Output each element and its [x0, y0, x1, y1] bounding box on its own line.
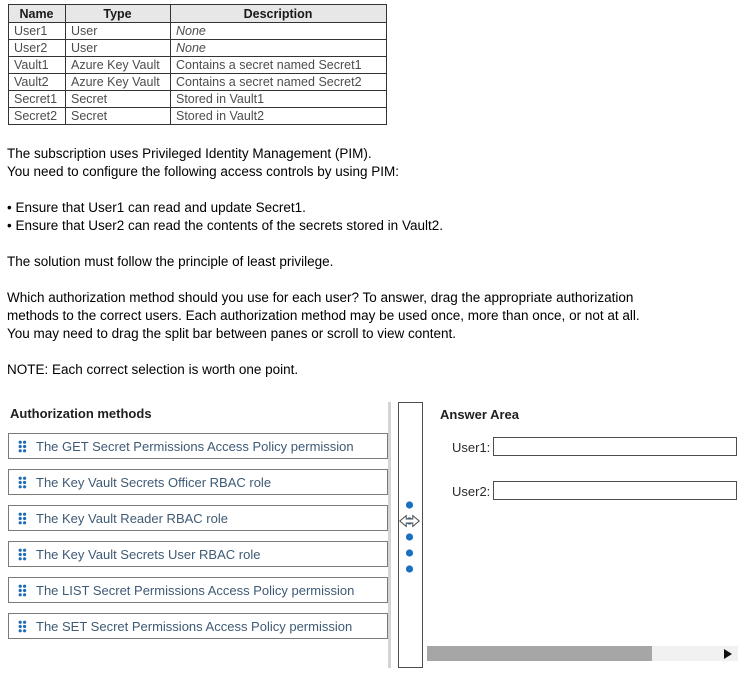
requirements-bullets: [7, 199, 443, 235]
cell-type: Secret: [66, 91, 171, 108]
auth-method-label: The Key Vault Reader RBAC role: [36, 510, 228, 526]
cell-name: Vault2: [9, 74, 66, 91]
auth-method-label: The Key Vault Secrets User RBAC role: [36, 546, 261, 562]
cell-type: Secret: [66, 108, 171, 125]
cell-name: User2: [9, 40, 66, 57]
table-header-name: Name: [9, 5, 66, 23]
answer-label-user1: User1:: [452, 440, 491, 455]
question-line-3: You may need to drag the split bar between panes or scroll to view content.: [7, 326, 457, 341]
resources-table: [8, 4, 387, 125]
left-pane-edge: [388, 402, 391, 668]
auth-method-label: The Key Vault Secrets Officer RBAC role: [36, 474, 272, 490]
cell-name: User1: [9, 23, 66, 40]
right-arrow-icon: [724, 649, 732, 659]
answer-dropzone-user2[interactable]: [493, 481, 737, 500]
table-row: [9, 91, 387, 108]
intro-line-2: You need to configure the following access controls by using PIM:: [7, 164, 399, 179]
auth-method-label: The GET Secret Permissions Access Policy permission: [36, 438, 354, 454]
answer-area-title: Answer Area: [440, 407, 519, 422]
cell-description: Contains a secret named Secret1: [171, 57, 387, 74]
least-privilege-line: The solution must follow the principle of least privilege.: [7, 254, 334, 269]
auth-method-option-3[interactable]: [8, 505, 388, 531]
question-paragraph: [7, 289, 640, 343]
table-row: [9, 57, 387, 74]
answer-dropzone-user1[interactable]: [493, 437, 737, 456]
drag-handle-icon: [18, 620, 27, 633]
cell-description: Stored in Vault2: [171, 108, 387, 125]
table-row: [9, 40, 387, 57]
cell-type: User: [66, 40, 171, 57]
table-header-description: Description: [171, 5, 387, 23]
question-line-1: Which authorization method should you use for each user? To answer, drag the appropriate authorization: [7, 290, 634, 305]
cell-description: Contains a secret named Secret2: [171, 74, 387, 91]
cell-name: Vault1: [9, 57, 66, 74]
bullet-item: • Ensure that User1 can read and update Secret1.: [7, 200, 306, 215]
horizontal-resize-cursor-icon: [400, 516, 419, 527]
drag-handle-icon: [18, 440, 27, 453]
split-bar[interactable]: [398, 402, 423, 668]
drag-handle-icon: [18, 584, 27, 597]
cell-name: Secret1: [9, 91, 66, 108]
question-line-2: methods to the correct users. Each authorization method may be used once, more than once, or not at all.: [7, 308, 640, 323]
bullet-item: • Ensure that User2 can read the contents of the secrets stored in Vault2.: [7, 218, 443, 233]
horizontal-scrollbar[interactable]: [427, 646, 738, 661]
authorization-methods-title: Authorization methods: [10, 406, 152, 421]
drag-handle-icon: [18, 548, 27, 561]
auth-method-option-5[interactable]: [8, 577, 388, 603]
note-line: NOTE: Each correct selection is worth one point.: [7, 362, 299, 377]
scrollbar-thumb[interactable]: [427, 646, 652, 661]
split-bar-dots-and-cursor: [399, 403, 422, 667]
intro-line-1: The subscription uses Privileged Identity Management (PIM).: [7, 146, 372, 161]
auth-method-option-4[interactable]: [8, 541, 388, 567]
auth-method-option-2[interactable]: [8, 469, 388, 495]
cell-description: Stored in Vault1: [171, 91, 387, 108]
cell-type: Azure Key Vault: [66, 74, 171, 91]
auth-method-label: The SET Secret Permissions Access Policy permission: [36, 618, 353, 634]
auth-method-option-6[interactable]: [8, 613, 388, 639]
cell-type: Azure Key Vault: [66, 57, 171, 74]
answer-label-user2: User2:: [452, 484, 491, 499]
cell-description: None: [171, 23, 387, 40]
table-header-type: Type: [66, 5, 171, 23]
table-row: [9, 108, 387, 125]
drag-handle-icon: [18, 512, 27, 525]
table-row: [9, 23, 387, 40]
auth-method-label: The LIST Secret Permissions Access Policy permission: [36, 582, 355, 598]
table-header-row: [9, 5, 387, 23]
drag-handle-icon: [18, 476, 27, 489]
auth-method-option-1[interactable]: [8, 433, 388, 459]
cell-description: None: [171, 40, 387, 57]
cell-name: Secret2: [9, 108, 66, 125]
intro-paragraph: [7, 145, 399, 181]
table-row: [9, 74, 387, 91]
cell-type: User: [66, 23, 171, 40]
scrollbar-right-button[interactable]: [720, 646, 736, 661]
